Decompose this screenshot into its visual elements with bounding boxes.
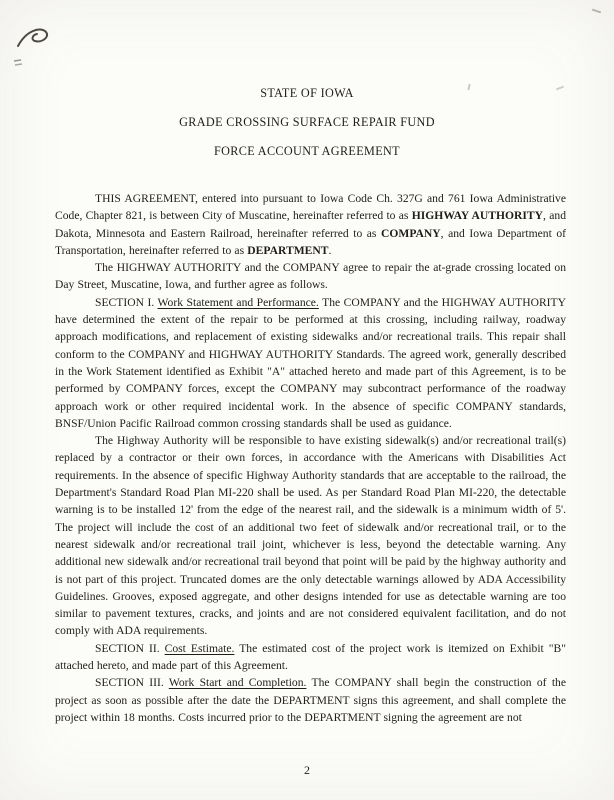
- text-run: , and Dakota, Minnesota and Eastern Railroad, hereinafter referred to as: [55, 209, 566, 240]
- text-run: , and Iowa Department of Transportation, hereinafter referred to as: [55, 226, 566, 257]
- term-company: COMPANY: [380, 226, 441, 240]
- document-header: [0, 0, 614, 159]
- document-body: [55, 190, 566, 726]
- text-run: The COMPANY and the HIGHWAY AUTHORITY have determined the extent of the repair to be performed at this crossing, including railway, roadway approach modifications, and replacement of existing sidewalks and/or recreational trails. This repair shall conform to the COMPANY and HIGHWAY AUTHORITY Standards. The agreed work, generally described in the Work Statement identified as Exhibit "A" attached hereto and made part of this Agreement, is to be performed by COMPANY forces, except the COMPANY may subcontract performance of the roadway approach work or other required incidental work. In the absence of specific COMPANY standards, BNSF/Union Pacific Railroad common crossing standards shall be used as guidance.: [55, 295, 566, 430]
- section-1-title: Work Statement and Performance.: [157, 295, 319, 309]
- paragraph-preamble: [55, 190, 566, 259]
- text-run: .: [328, 243, 332, 257]
- section-1-label: SECTION I.: [95, 295, 158, 309]
- paragraph-section-2: [55, 640, 566, 675]
- page-footer: [0, 763, 614, 778]
- paragraph-sidewalk-requirements: The Highway Authority will be responsible to have existing sidewalk(s) and/or recreational trail(s) replaced by a contractor or their own forces, in accordance with the Americans with Disabilities Act requirements. In the absence of specific Highway Authority standards that are acceptable to the railroad, the Department's Standard Road Plan MI-220 shall be used. As per Standard Road Plan MI-220, the detectable warning is to be installed 12' from the edge of the nearest rail, and the sidewalk is a minimum width of 5'. The project will include the cost of an additional two feet of sidewalk and/or recreational trail, or to the nearest sidewalk and/or recreational trail joint, whichever is less, beyond the detectable warning. Any additional new sidewalk and/or recreational trail beyond that point will be paid by the highway authority and is not part of this project. Truncated domes are the only detectable warnings allowed by ADA Accessibility Guidelines. Grooves, exposed aggregate, and other designs intended for use as detectable warning are too similar to pavement textures, cracks, and joints and are not considered equivalent facilitation, and do not comply with ADA requirements.: [55, 434, 566, 638]
- pen-scribble-mark: [12, 22, 64, 70]
- paragraph-agreement-scope: The HIGHWAY AUTHORITY and the COMPANY agree to repair the at-grade crossing located on Day Street, Muscatine, Iowa, and further agree as follows.: [55, 261, 566, 292]
- title-fund-name: GRADE CROSSING SURFACE REPAIR FUND: [179, 115, 435, 129]
- text-run: THIS AGREEMENT, entered into pursuant to Iowa Code Ch. 327G and 761 Iowa Administrative Code, Chapter 821, is between City of Muscatine, hereinafter referred to as: [55, 192, 566, 223]
- section-3-label: SECTION III.: [95, 676, 169, 690]
- term-department: DEPARTMENT: [247, 243, 329, 257]
- text-run: The estimated cost of the project work is itemized on Exhibit "B" attached hereto, and made part of this Agreement.: [55, 641, 567, 673]
- title-state-of-iowa: STATE OF IOWA: [260, 86, 354, 100]
- paragraph-section-1: [55, 294, 566, 432]
- title-agreement-type: FORCE ACCOUNT AGREEMENT: [214, 144, 400, 158]
- section-2-label: SECTION II.: [95, 641, 165, 655]
- paragraph-section-3: [55, 674, 566, 726]
- section-3-title: Work Start and Completion.: [168, 676, 307, 690]
- section-2-title: Cost Estimate.: [164, 641, 235, 655]
- term-highway-authority: HIGHWAY AUTHORITY: [411, 209, 544, 223]
- text-run: The COMPANY shall begin the construction of the project as soon as possible after the date the DEPARTMENT signs this agreement, and shall complete the project within 18 months. Costs incurred prior to the DEPARTMENT signing the agreement are not: [55, 676, 566, 724]
- page-number: 2: [304, 763, 310, 777]
